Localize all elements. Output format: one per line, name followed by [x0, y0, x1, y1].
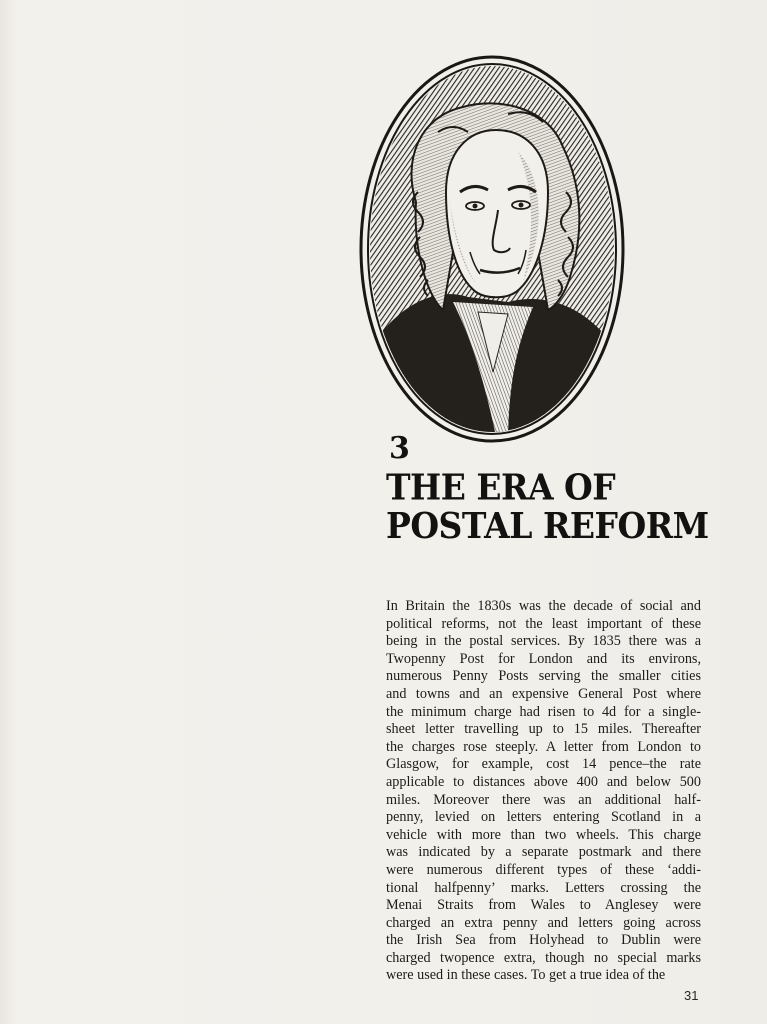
text-line: Twopenny Post for London and its environs, — [386, 650, 701, 667]
chapter-title-line: POSTAL REFORM — [386, 504, 709, 547]
text-line: tional halfpenny’ marks. Letters crossing the — [386, 879, 701, 896]
chapter-title — [386, 465, 709, 547]
chapter-number: 3 — [389, 431, 410, 466]
text-line: sheet letter travelling up to 15 miles. Thereafter — [386, 721, 701, 738]
text-line: the Irish Sea from Holyhead to Dublin were — [386, 932, 701, 949]
text-line: Glasgow, for example, cost 14 pence–the rate — [386, 756, 701, 773]
text-line: the minimum charge had risen to 4d for a single- — [386, 703, 701, 720]
text-line: penny, levied on letters entering Scotland in a — [386, 809, 701, 826]
text-line: were used in these cases. To get a true idea of the — [386, 967, 666, 984]
page-number: 31 — [684, 988, 699, 1003]
text-line: applicable to distances above 400 and below 500 — [386, 773, 701, 790]
text-line: In Britain the 1830s was the decade of social and — [386, 598, 701, 614]
text-line: the charges rose steeply. A letter from London to — [386, 738, 701, 755]
text-line: and towns and an expensive General Post where — [386, 685, 701, 702]
text-line: was indicated by a separate postmark and there — [386, 844, 701, 861]
text-line: being in the postal services. By 1835 there was a — [386, 633, 701, 650]
chapter-title-line: THE ERA OF — [386, 465, 616, 508]
text-line: charged twopence extra, though no special marks — [386, 949, 701, 966]
text-line: were numerous different types of these ‘addi- — [386, 861, 701, 878]
body-paragraph — [386, 598, 701, 985]
text-line: charged an extra penny and letters going across — [386, 914, 701, 931]
text-line: vehicle with more than two wheels. This charge — [386, 826, 701, 843]
text-line: miles. Moreover there was an additional half- — [386, 791, 701, 808]
text-line: political reforms, not the least important of these — [386, 615, 701, 632]
text-line: numerous Penny Posts serving the smaller cities — [386, 668, 701, 685]
text-line: Menai Straits from Wales to Anglesey were — [386, 897, 701, 914]
portrait-engraving — [358, 52, 626, 446]
